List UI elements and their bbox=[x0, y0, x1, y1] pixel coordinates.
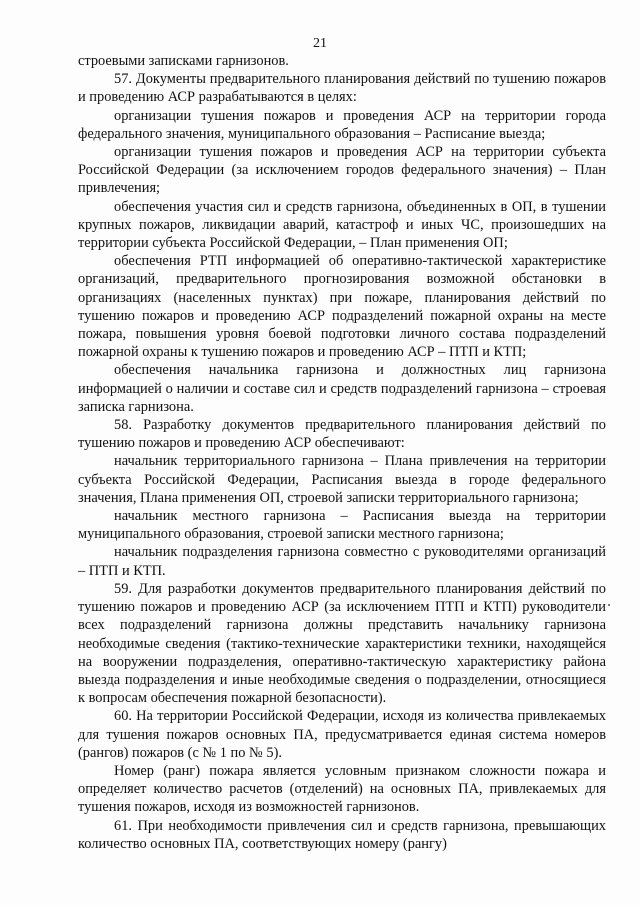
paragraph-57-item-involvement-plan: организации тушения пожаров и проведения АСР на территории субъекта Российской Федерации (за исключением городов федерального значения) – План привлечения; bbox=[78, 144, 606, 197]
paragraph-61: 61. При необходимости привлечения сил и средств гарнизона, превышающих количество основных ПА, соответствующих номеру (рангу) bbox=[78, 817, 606, 852]
paragraph-57-item-ptp-ktp: обеспечения РТП информацией об оперативно-тактической характеристике организаций, предварительного прогнозирования возможной обстановки в организациях (населенных пунктах) при пожаре, планирования действий по тушению пожаров и проведению АСР подразделений пожарной охраны на месте пожара, повышения уровня боевой подготовки личного состава подразделений пожарной охраны к тушению пожаров и проведению АСР – ПТП и КТП; bbox=[78, 253, 606, 361]
scan-artifact-dot bbox=[608, 604, 610, 606]
paragraph-57-item-op-plan: обеспечения участия сил и средств гарнизона, объединенных в ОП, в тушении крупных пожаров, ликвидации аварий, катастроф и иных ЧС, произошедших на территории субъекта Российской Федерации, – План применения ОП; bbox=[78, 198, 606, 252]
paragraph-57: 57. Документы предварительного планирования действий по тушению пожаров и проведению АСР разрабатываются в целях: bbox=[78, 71, 606, 106]
page-number: 21 bbox=[313, 36, 327, 51]
document-body bbox=[78, 52, 606, 853]
paragraph-60-rank-definition: Номер (ранг) пожара является условным признаком сложности пожара и определяет количество расчетов (отделений) на основных ПА, привлекаемых для тушения пожаров, исходя из возможностей гарнизонов. bbox=[78, 762, 606, 816]
paragraph-continuation: строевыми записками гарнизонов. bbox=[78, 53, 289, 69]
paragraph-58-item-unit-head: начальник подразделения гарнизона совместно с руководителями организаций – ПТП и КТП. bbox=[78, 544, 606, 579]
paragraph-59: 59. Для разработки документов предварительного планирования действий по тушению пожаров и проведению АСР (за исключением ПТП и КТП) руководители всех подразделений гарнизона должны представить начальнику гарнизона необходимые сведения (тактико-технические характеристики техники, находящейся на вооружении подразделения, оперативно-тактическую характеристику района выезда подразделения и иные необходимые сведения о подразделении, относящиеся к вопросам обеспечения пожарной безопасности). bbox=[78, 580, 606, 707]
paragraph-57-item-departure-schedule: организации тушения пожаров и проведения АСР на территории города федерального значения, муниципального образования – Расписание выезда; bbox=[78, 107, 606, 142]
paragraph-58-item-local-head: начальник местного гарнизона – Расписания выезда на территории муниципального образования, строевой записки местного гарнизона; bbox=[78, 508, 606, 543]
paragraph-58-item-territorial-head: начальник территориального гарнизона – Плана привлечения на территории субъекта Российской Федерации, Расписания выезда в городе федерального значения, Плана применения ОП, строевой записки территориального гарнизона; bbox=[78, 453, 606, 506]
paragraph-58: 58. Разработку документов предварительного планирования действий по тушению пожаров и проведению АСР обеспечивают: bbox=[78, 417, 606, 452]
paragraph-60: 60. На территории Российской Федерации, исходя из количества привлекаемых для тушения пожаров основных ПА, предусматривается единая система номеров (рангов) пожаров (с № 1 по № 5). bbox=[78, 708, 606, 761]
paragraph-57-item-garrison-record: обеспечения начальника гарнизона и должностных лиц гарнизона информацией о наличии и составе сил и средств подразделений гарнизона – строевая записка гарнизона. bbox=[78, 362, 606, 415]
